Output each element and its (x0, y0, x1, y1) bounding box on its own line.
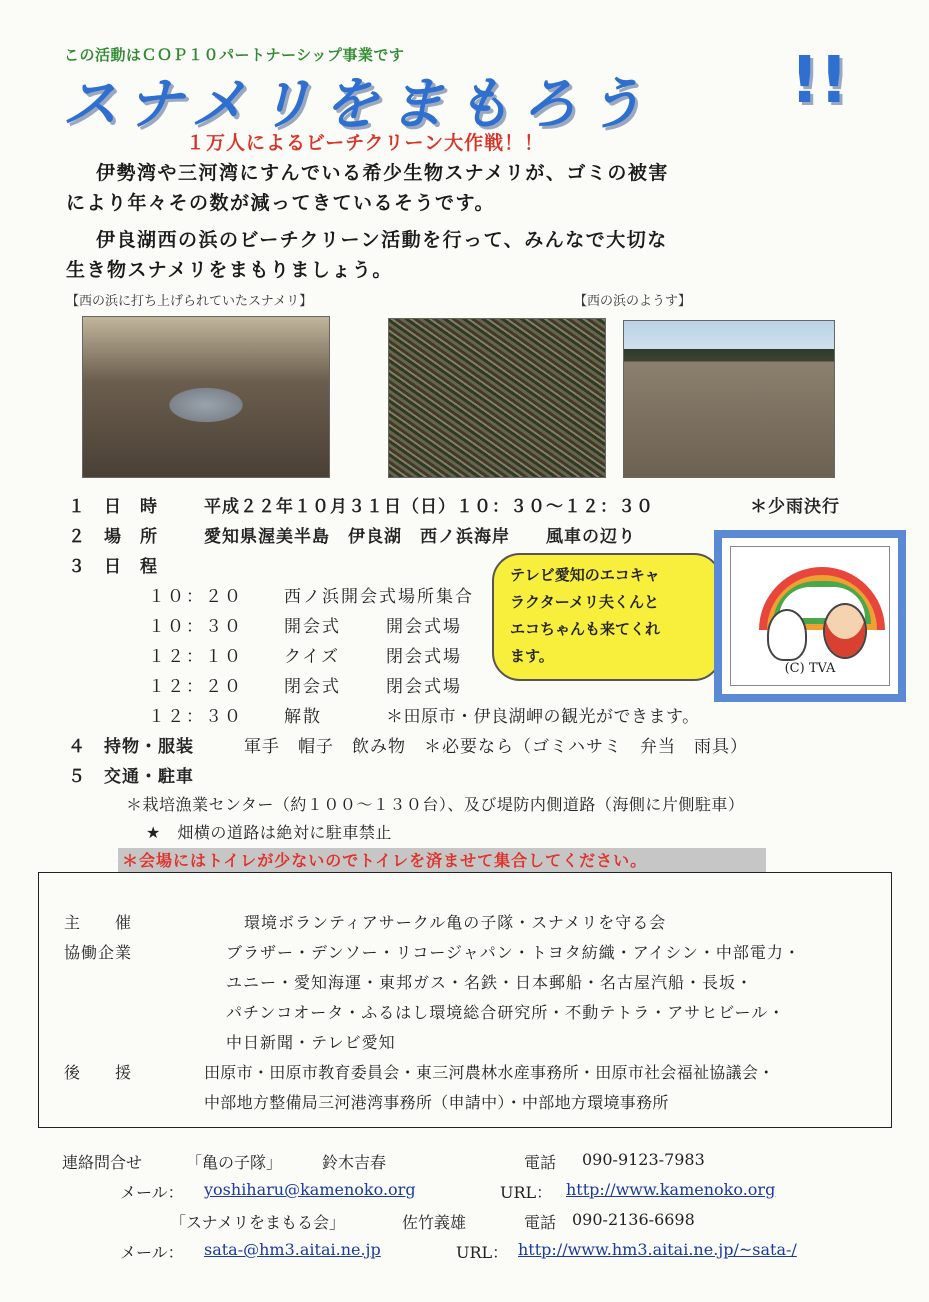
merio-mascot (767, 609, 807, 661)
host-value: 環境ボランティアサークル亀の子隊・スナメリを守る会 (244, 913, 667, 932)
schedule-time-4: １２：２０ (148, 677, 243, 697)
contact-tel-label-1: 電話 (524, 1153, 557, 1172)
schedule-time-5: １２：３０ (148, 707, 243, 727)
detail-items-num: ４ (68, 737, 86, 757)
detail-items-value: 軍手 帽子 飲み物 ＊必要なら（ゴミハサミ 弁当 雨具） (244, 737, 748, 757)
photo-caption-dolphin: 【西の浜に打ち上げられていたスナメリ】 (66, 294, 313, 309)
support-line-1: 田原市・田原市教育委員会・東三河農林水産事務所・田原市社会福祉協議会・ (204, 1063, 775, 1082)
contact-tel-label-2: 電話 (524, 1213, 557, 1232)
contact-mail-label-1: メール： (120, 1183, 184, 1202)
detail-date-note: ＊少雨決行 (750, 497, 840, 517)
sponsor-label: 協働企業 (64, 943, 133, 962)
eco-chan-mascot (823, 603, 867, 659)
schedule-time-3: １２：１０ (148, 647, 243, 667)
schedule-time-1: １０：２０ (148, 587, 243, 607)
schedule-event-2: 開会式 (284, 617, 341, 637)
schedule-time-2: １０：３０ (148, 617, 243, 637)
contact-url-1[interactable]: http://www.kamenoko.org (566, 1180, 776, 1199)
contact-label: 連絡問合せ (62, 1153, 143, 1172)
detail-schedule-label: 日 程 (104, 557, 158, 577)
schedule-event-3: クイズ (284, 647, 340, 667)
detail-date-label: 日 時 (104, 497, 158, 517)
photo-stranded-porpoise (82, 316, 330, 478)
schedule-event-5: 解散 (284, 707, 322, 727)
contact-name-1: 鈴木吉春 (322, 1153, 387, 1172)
cop-partnership-label: この活動はＣＯＰ１０パートナーシップ事業です (64, 46, 405, 64)
detail-date-value: 平成２２年１０月３１日（日）１０：３０〜１２：３０ (204, 497, 654, 517)
sponsor-line-2: ユニー・愛知海運・東邦ガス・名鉄・日本郵船・名古屋汽船・長坂・ (226, 973, 754, 992)
contact-email-1[interactable]: yoshiharu@kamenoko.org (204, 1180, 416, 1199)
detail-place-label: 場 所 (104, 527, 158, 547)
mascot-credit: (C) TVA (784, 661, 836, 676)
schedule-loc-4: 閉会式場 (386, 677, 462, 697)
intro-line-4: 生き物スナメリをまもりましょう。 (66, 259, 393, 281)
sponsor-line-3: パチンコオータ・ふるはし環境総合研究所・不動テトラ・アサヒビール・ (226, 1003, 786, 1022)
mascot-image (714, 530, 906, 702)
intro-line-3: 伊良湖西の浜のビーチクリーン活動を行って、みんなで大切な (96, 229, 668, 251)
detail-place-num: ２ (68, 527, 86, 547)
intro-line-1: 伊勢湾や三河湾にすんでいる希少生物スナメリが、ゴミの被害 (96, 162, 669, 184)
contact-tel-2: 090-2136-6698 (572, 1210, 695, 1229)
title-exclamation: !! (790, 44, 849, 118)
schedule-event-1: 西ノ浜開会式場所集合 (284, 587, 474, 607)
speech-bubble-text: テレビ愛知のエコキャ ラクターメリ夫くんと エコちゃんも来てくれ ます。 (510, 566, 661, 665)
intro-line-2: により年々その数が減ってきているそうです。 (66, 192, 495, 214)
page-title: スナメリをまもろう (62, 72, 653, 137)
contact-mail-label-2: メール： (120, 1243, 184, 1262)
contact-org-1: 「亀の子隊」 (186, 1153, 283, 1172)
schedule-event-4: 閉会式 (284, 677, 341, 697)
sponsor-line-4: 中日新聞・テレビ愛知 (226, 1033, 396, 1052)
schedule-loc-5: ＊田原市・伊良湖岬の観光ができます。 (386, 707, 700, 727)
support-line-2: 中部地方整備局三河港湾事務所（申請中）・中部地方環境事務所 (204, 1093, 669, 1112)
detail-schedule-num: ３ (68, 557, 86, 577)
host-label: 主 催 (64, 913, 133, 932)
support-label: 後 援 (64, 1063, 133, 1082)
photo-beach-litter (388, 318, 606, 478)
page-subtitle: １万人によるビーチクリーン大作戦！！ (186, 132, 545, 154)
toilet-notice: ＊会場にはトイレが少ないのでトイレを済ませて集合してください。 (122, 851, 648, 870)
photo-west-beach (623, 320, 835, 478)
contact-url-2[interactable]: http://www.hm3.aitai.ne.jp/~sata-/ (518, 1240, 797, 1259)
detail-date-num: １ (68, 497, 86, 517)
contact-email-2[interactable]: sata-@hm3.aitai.ne.jp (204, 1240, 381, 1259)
detail-transport-num: ５ (68, 767, 86, 787)
contact-url-label-1: URL： (500, 1183, 553, 1202)
schedule-loc-3: 閉会式場 (386, 647, 462, 667)
schedule-loc-2: 開会式場 (386, 617, 462, 637)
transport-parking: ＊栽培漁業センター（約１００〜１３０台）、及び堤防内側道路（海側に片側駐車） (126, 795, 745, 814)
detail-items-label: 持物・服装 (104, 737, 194, 757)
transport-no-parking: ★ 畑横の道路は絶対に駐車禁止 (146, 823, 392, 842)
contact-url-label-2: URL： (456, 1243, 509, 1262)
detail-transport-label: 交通・駐車 (104, 767, 194, 787)
detail-place-value: 愛知県渥美半島 伊良湖 西ノ浜海岸 風車の辺り (204, 527, 636, 547)
photo-caption-beach: 【西の浜のようす】 (574, 294, 692, 309)
contact-name-2: 佐竹義雄 (402, 1213, 467, 1232)
sponsor-line-1: ブラザー・デンソー・リコージャパン・トヨタ紡織・アイシン・中部電力・ (226, 943, 801, 962)
contact-org-2: 「スナメリをまもる会」 (170, 1213, 346, 1232)
contact-tel-1: 090-9123-7983 (582, 1150, 705, 1169)
